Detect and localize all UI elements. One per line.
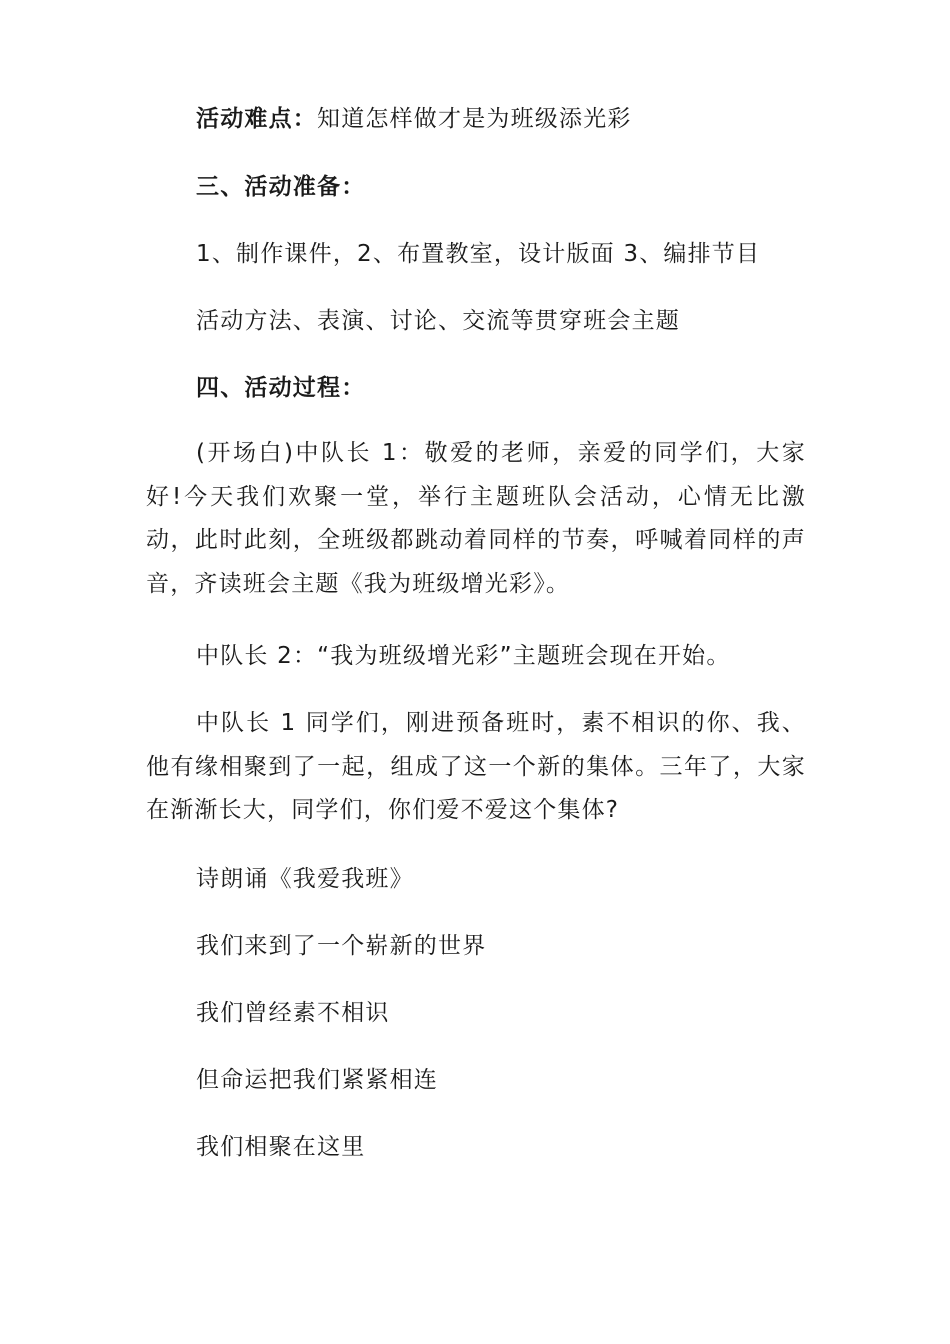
difficulty-label: 活动难点： (196, 106, 317, 132)
poem-line: 我们相聚在这里 (196, 1134, 366, 1160)
poem-line: 但命运把我们紧紧相连 (196, 1067, 438, 1093)
prep-items: 1、制作课件，2、布置教室，设计版面 3、编排节目 (196, 241, 761, 267)
difficulty-line (196, 104, 632, 134)
poem-line: 我们曾经素不相识 (196, 1000, 390, 1026)
leader2-paragraph: 中队长 2：“我为班级增光彩”主题班会现在开始。 (196, 643, 731, 669)
poem-line: 我们来到了一个崭新的世界 (196, 933, 487, 959)
section3-heading: 三、活动准备： (196, 174, 366, 200)
leader1-paragraph: 中队长 1 同学们，刚进预备班时，素不相识的你、我、他有缘相聚到了一起，组成了这一个新的集体。三年了，大家在渐渐长大，同学们，你们爱不爱这个集体? (146, 710, 806, 823)
poem-title: 诗朗诵《我爱我班》 (196, 866, 414, 892)
section4-heading: 四、活动过程： (196, 375, 366, 401)
activity-methods: 活动方法、表演、讨论、交流等贯穿班会主题 (196, 308, 680, 334)
opening-paragraph: (开场白)中队长 1：敬爱的老师，亲爱的同学们，大家好!今天我们欢聚一堂，举行主题班队会活动，心情无比激动，此时此刻，全班级都跳动着同样的节奏，呼喊着同样的声音，齐读班会主题《我为班级增光彩》。 (146, 440, 806, 597)
difficulty-text: 知道怎样做才是为班级添光彩 (317, 106, 632, 132)
